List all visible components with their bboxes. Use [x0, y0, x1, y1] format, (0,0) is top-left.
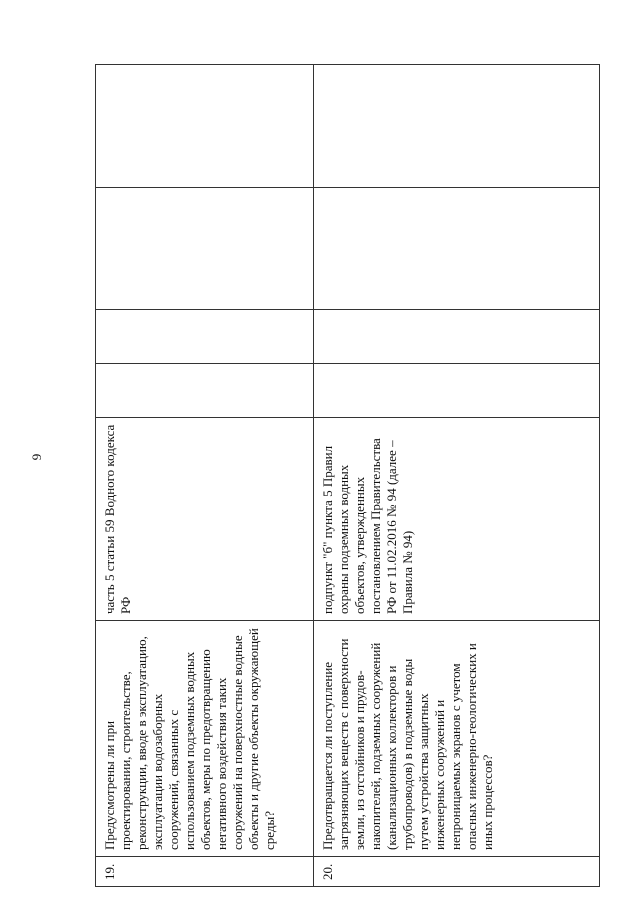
table-row: [96, 65, 314, 887]
not-applicable-cell[interactable]: [314, 188, 600, 310]
checklist-table-wrapper: [95, 65, 599, 887]
answer-yes-cell[interactable]: [96, 364, 314, 418]
question-cell: Предусмотрены ли при проектировании, строительстве, реконструкции, вводе в эксплуатацию, эксплуатации водозаборных сооружений, связанных с использованием подземных водных объектов, меры по предотвращению негативного воздействия таких сооружений на поверхностные водные объекты и другие объекты окружающей среды?: [96, 621, 314, 857]
row-number: 19.: [96, 857, 314, 887]
notes-cell[interactable]: [314, 65, 600, 188]
row-number: 20.: [314, 857, 600, 887]
reference-cell: подпункт "б" пункта 5 Правил охраны подземных водных объектов, утвержденных постановлением Правительства РФ от 11.02.2016 № 94 (далее – Правила № 94): [314, 418, 600, 621]
checklist-table-rotated: [95, 65, 599, 887]
answer-yes-cell[interactable]: [314, 364, 600, 418]
page-number: 9: [29, 453, 44, 461]
notes-cell[interactable]: [96, 65, 314, 188]
answer-no-cell[interactable]: [96, 310, 314, 364]
answer-no-cell[interactable]: [314, 310, 600, 364]
reference-cell: часть 5 статьи 59 Водного кодекса РФ: [96, 418, 314, 621]
table-row: [314, 65, 600, 887]
checklist-table: [95, 64, 600, 887]
not-applicable-cell[interactable]: [96, 188, 314, 310]
question-cell: Предотвращается ли поступление загрязняющих веществ с поверхности земли, из отстойников и прудов-накопителей, подземных сооружений (канализационных коллекторов и трубопроводов) в подземные воды путем устройства защитных инженерных сооружений и непроницаемых экранов с учетом опасных инженерно-геологических и иных процессов?: [314, 621, 600, 857]
